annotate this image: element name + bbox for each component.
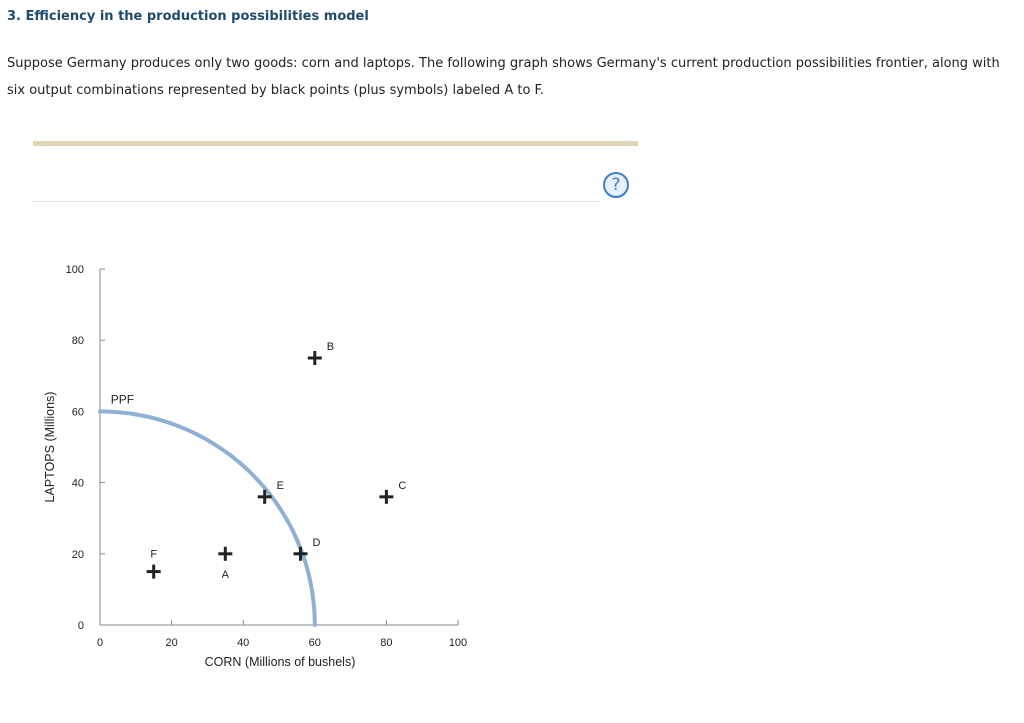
y-tick-label: 0 — [77, 620, 84, 632]
question-mark-icon[interactable]: ? — [603, 172, 629, 198]
chart-axes — [66, 264, 468, 649]
y-tick-label: 60 — [71, 406, 84, 419]
x-axis-title: CORN (Millions of bushels) — [204, 655, 356, 669]
y-tick-label: 100 — [65, 264, 84, 276]
x-tick-label: 0 — [96, 637, 104, 649]
point-b[interactable] — [308, 341, 334, 365]
x-tick-label: 100 — [448, 637, 468, 649]
y-tick-label: 20 — [71, 548, 84, 561]
point-f[interactable] — [147, 549, 161, 579]
ppf-label: PPF — [110, 392, 135, 407]
ppf-curve[interactable] — [100, 411, 315, 625]
x-tick-label: 80 — [380, 637, 393, 649]
ppf-curve-layer — [100, 392, 315, 625]
point-label: E — [276, 479, 285, 492]
y-tick-label: 40 — [71, 477, 84, 490]
point-label: F — [150, 548, 158, 561]
point-label: C — [398, 479, 407, 492]
question-title: 3. Efficiency in the production possibilities model — [7, 9, 369, 24]
point-c[interactable] — [379, 480, 406, 504]
x-tick-label: 20 — [165, 637, 178, 649]
point-a[interactable] — [218, 547, 232, 581]
points-layer[interactable] — [147, 341, 407, 581]
point-label: D — [312, 536, 321, 549]
x-tick-label: 40 — [237, 637, 250, 649]
question-text: Suppose Germany produces only two goods: corn and laptops. The following graph shows Germany's current production possibilities frontier, along with six output combinations represented by black points (plus symbols) labeled A to F. — [7, 56, 1000, 98]
y-tick-label: 80 — [71, 335, 84, 348]
x-tick-label: 60 — [308, 637, 321, 649]
point-label: B — [326, 341, 335, 353]
point-label: A — [221, 568, 229, 581]
y-axis-title: LAPTOPS (Millions) — [43, 391, 57, 503]
